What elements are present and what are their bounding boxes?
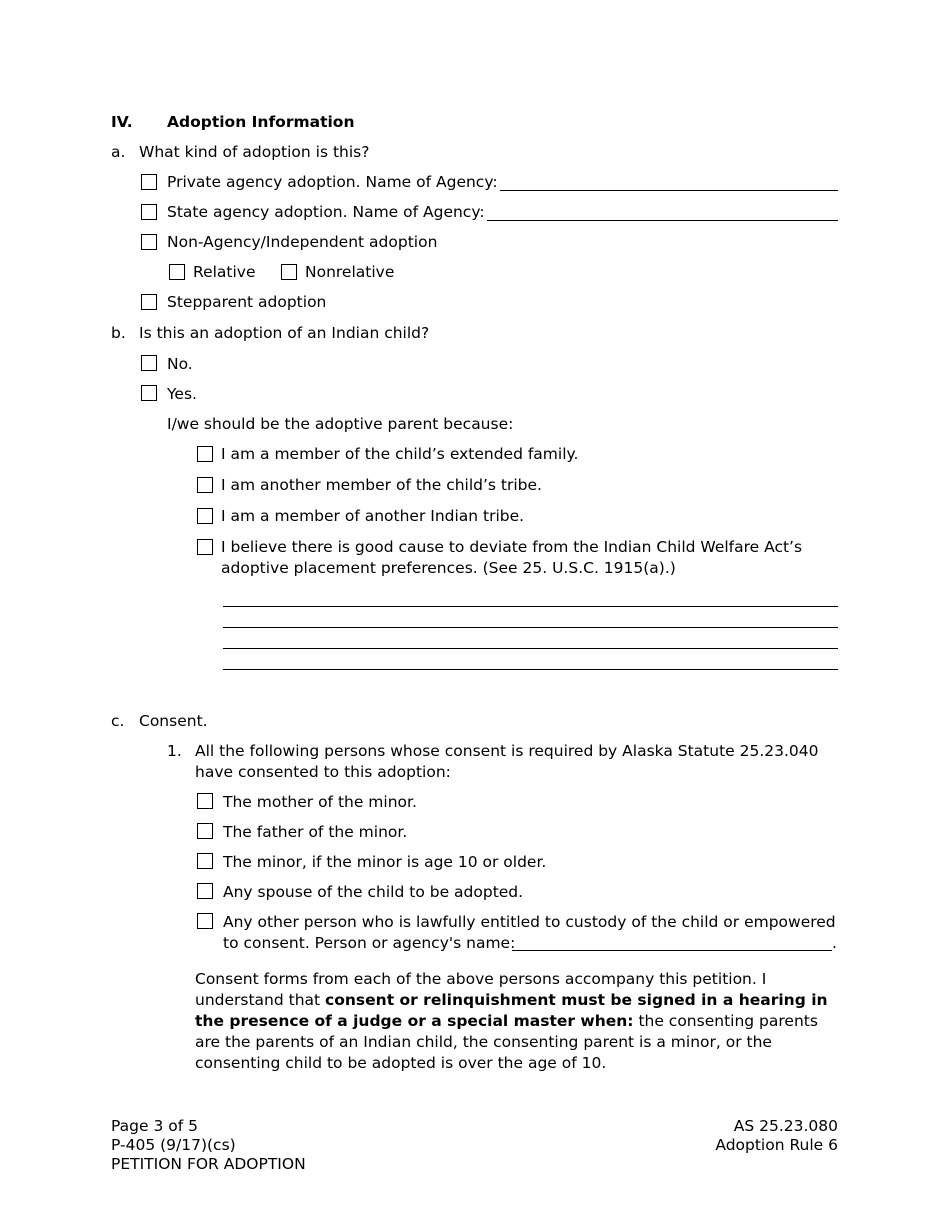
- part-c-title: Consent.: [139, 712, 208, 730]
- consent-minor-label: The minor, if the minor is age 10 or older.: [223, 853, 547, 871]
- part-a-letter: a.: [111, 143, 126, 161]
- part-a-question: What kind of adoption is this?: [139, 143, 370, 161]
- part-c-letter: c.: [111, 712, 125, 730]
- indian-child-yes-label: Yes.: [167, 385, 197, 403]
- consent-minor-checkbox[interactable]: [197, 853, 213, 869]
- consent-note-part1: Consent forms from each of the above persons accompany this petition. I understand that: [195, 970, 767, 1009]
- footer-rule: Adoption Rule 6: [715, 1136, 838, 1154]
- indian-child-no-label: No.: [167, 355, 193, 373]
- consent-note-part2: the consenting parents are the parents of an Indian child, the consenting parent is a minor, or the consenting child to be adopted is over the age of 10.: [195, 1012, 818, 1072]
- consent-note: [195, 969, 838, 1074]
- consent-father-label: The father of the minor.: [223, 823, 408, 841]
- footer-page-number: Page 3 of 5: [111, 1117, 198, 1135]
- consent-other-person-checkbox[interactable]: [197, 913, 213, 929]
- because-intro: I/we should be the adoptive parent because:: [167, 415, 514, 433]
- other-person-name-field[interactable]: [512, 950, 832, 951]
- reason-good-cause-line2: adoptive placement preferences. (See 25. U.S.C. 1915(a).): [221, 559, 676, 577]
- consent-mother-checkbox[interactable]: [197, 793, 213, 809]
- footer-statute: AS 25.23.080: [733, 1117, 838, 1135]
- reason-other-tribe-checkbox[interactable]: [197, 508, 213, 524]
- consent-spouse-label: Any spouse of the child to be adopted.: [223, 883, 524, 901]
- relative-label: Relative: [193, 263, 256, 281]
- reason-tribe-member-label: I am another member of the child’s tribe.: [221, 476, 542, 494]
- nonrelative-label: Nonrelative: [305, 263, 395, 281]
- consent-spouse-checkbox[interactable]: [197, 883, 213, 899]
- consent-father-checkbox[interactable]: [197, 823, 213, 839]
- section-number: IV.: [111, 113, 133, 131]
- consent-other-line2: to consent. Person or agency's name:: [223, 934, 516, 952]
- consent-item-number: 1.: [167, 742, 182, 760]
- indian-child-yes-checkbox[interactable]: [141, 385, 157, 401]
- good-cause-explanation-line[interactable]: [223, 606, 838, 607]
- consent-item-line1: All the following persons whose consent is required by Alaska Statute 25.23.040: [195, 742, 819, 760]
- consent-item-line2: have consented to this adoption:: [195, 763, 451, 781]
- part-b-letter: b.: [111, 324, 126, 342]
- reason-extended-family-checkbox[interactable]: [197, 446, 213, 462]
- stepparent-label: Stepparent adoption: [167, 293, 327, 311]
- state-agency-label: State agency adoption. Name of Agency:: [167, 203, 485, 221]
- reason-good-cause-checkbox[interactable]: [197, 539, 213, 555]
- stepparent-checkbox[interactable]: [141, 294, 157, 310]
- section-title: Adoption Information: [167, 113, 355, 131]
- good-cause-explanation-line[interactable]: [223, 627, 838, 628]
- footer-form-title: PETITION FOR ADOPTION: [111, 1155, 306, 1173]
- private-agency-label: Private agency adoption. Name of Agency:: [167, 173, 498, 191]
- state-agency-name-field[interactable]: [487, 220, 838, 221]
- reason-other-tribe-label: I am a member of another Indian tribe.: [221, 507, 525, 525]
- consent-other-line1: Any other person who is lawfully entitled to custody of the child or empowered: [223, 913, 836, 931]
- reason-good-cause-line1: I believe there is good cause to deviate from the Indian Child Welfare Act’s: [221, 538, 803, 556]
- state-agency-checkbox[interactable]: [141, 204, 157, 220]
- private-agency-name-field[interactable]: [500, 190, 838, 191]
- reason-tribe-member-checkbox[interactable]: [197, 477, 213, 493]
- good-cause-explanation-line[interactable]: [223, 669, 838, 670]
- consent-other-end: .: [832, 934, 837, 952]
- consent-note-bold: consent or relinquishment must be signed in a hearing in the presence of a judge or a special master when:: [195, 991, 828, 1030]
- nonrelative-checkbox[interactable]: [281, 264, 297, 280]
- relative-checkbox[interactable]: [169, 264, 185, 280]
- non-agency-label: Non-Agency/Independent adoption: [167, 233, 438, 251]
- indian-child-no-checkbox[interactable]: [141, 355, 157, 371]
- reason-extended-family-label: I am a member of the child’s extended family.: [221, 445, 579, 463]
- private-agency-checkbox[interactable]: [141, 174, 157, 190]
- footer-form-number: P-405 (9/17)(cs): [111, 1136, 236, 1154]
- good-cause-explanation-line[interactable]: [223, 648, 838, 649]
- part-b-question: Is this an adoption of an Indian child?: [139, 324, 430, 342]
- consent-mother-label: The mother of the minor.: [223, 793, 417, 811]
- non-agency-checkbox[interactable]: [141, 234, 157, 250]
